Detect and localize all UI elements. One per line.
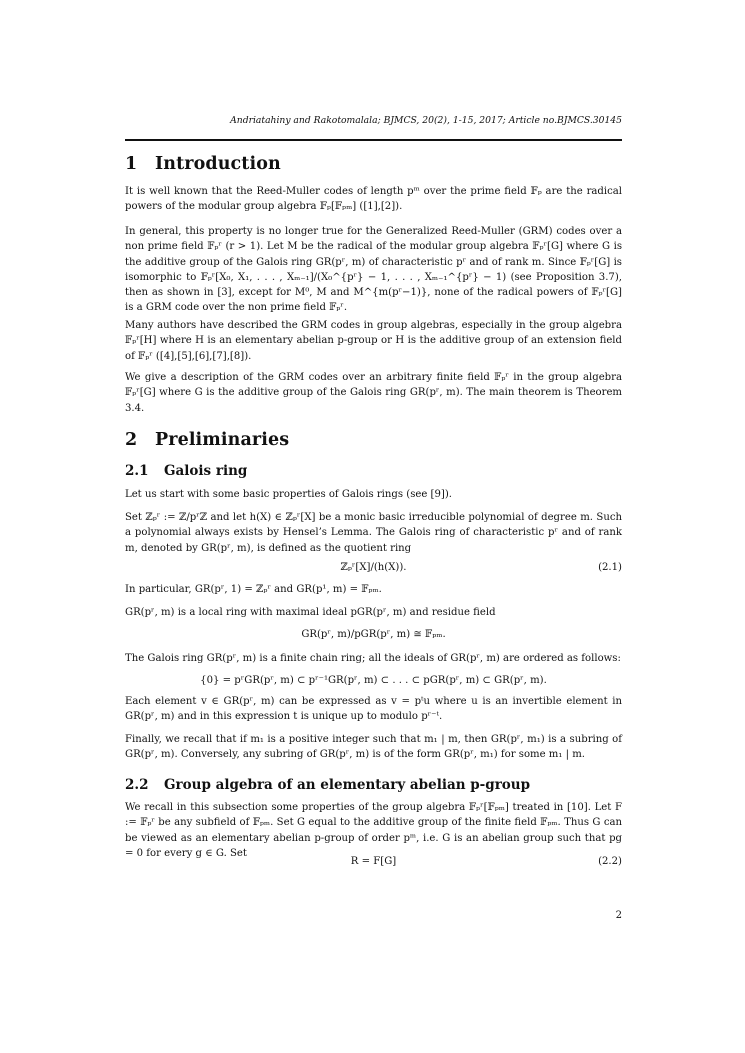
paragraph: The Galois ring GR(pʳ, m) is a finite chain ring; all the ideals of GR(pʳ, m) are ordered as follows: <box>125 653 621 664</box>
paragraph: In general, this property is no longer true for the Generalized Reed-Muller (GRM) codes over a non prime field 𝔽ₚʳ (r > 1). Let M be the radical of the modular group algebra 𝔽ₚʳ[G] where G is the additive group of the Galois ring GR(pʳ, m) of characteristic pʳ and of rank m. Since 𝔽ₚʳ[G] is isomorphic to 𝔽ₚʳ[X₀, X₁, . . . , Xₘ₋₁]/(X₀^{pʳ} − 1, . . . , Xₘ₋₁^{pʳ} − 1) (see Proposition 3.7), then as shown in [3], except for M⁰, M and M^{m(pʳ−1)}, none of the radical powers of 𝔽ₚʳ[G] is a GRM code over the non prime field 𝔽ₚʳ. <box>125 226 622 314</box>
section-title: Preliminaries <box>155 430 290 450</box>
paragraph: GR(pʳ, m) is a local ring with maximal ideal pGR(pʳ, m) and residue field <box>125 607 496 618</box>
section-number: 2 <box>125 430 138 450</box>
section-2-heading <box>125 430 289 450</box>
subsection-number: 2.2 <box>125 777 149 793</box>
subsection-number: 2.1 <box>125 463 149 479</box>
equation-2-1 <box>125 561 622 575</box>
section-title: Introduction <box>155 154 281 174</box>
equation-body: R = F[G] <box>350 856 397 867</box>
equation-body: ℤₚʳ[X]/(h(X)). <box>340 562 407 573</box>
header-rule <box>125 139 622 141</box>
page-number: 2 <box>615 910 622 921</box>
paragraph: In particular, GR(pʳ, 1) = ℤₚʳ and GR(p¹, m) = 𝔽ₚₘ. <box>125 584 382 595</box>
subsection-2-2-heading <box>125 777 530 793</box>
paragraph: Finally, we recall that if m₁ is a positive integer such that m₁ | m, then GR(pʳ, m₁) is a subring of GR(pʳ, m). Conversely, any subring of GR(pʳ, m) is of the form GR(pʳ, m₁) for some m₁ | m. <box>125 734 622 761</box>
subsection-title: Group algebra of an elementary abelian p-group <box>164 777 531 793</box>
equation: {0} = pʳGR(pʳ, m) ⊂ pʳ⁻¹GR(pʳ, m) ⊂ . . . ⊂ pGR(pʳ, m) ⊂ GR(pʳ, m). <box>200 675 547 686</box>
paragraph: Many authors have described the GRM codes in group algebras, especially in the group algebra 𝔽ₚʳ[H] where H is an elementary abelian p-group or H is the additive group of an extension field of 𝔽ₚʳ ([4],[5],[6],[7],[8]). <box>125 320 622 362</box>
equation-2-2 <box>125 855 622 869</box>
paragraph: We recall in this subsection some properties of the group algebra 𝔽ₚʳ[𝔽ₚₘ] treated in [10]. Let F := 𝔽ₚʳ be any subfield of 𝔽ₚₘ. Set G equal to the additive group of the finite field 𝔽ₚₘ. Thus G can be viewed as an elementary abelian p-group of order pᵐ, i.e. G is an abelian group such that pg = 0 for every g ∈ G. Set <box>125 802 622 859</box>
equation-number: (2.1) <box>598 562 622 573</box>
running-head: Andriatahiny and Rakotomalala; BJMCS, 20(2), 1-15, 2017; Article no.BJMCS.30145 <box>230 115 622 126</box>
paragraph: It is well known that the Reed-Muller codes of length pᵐ over the prime field 𝔽ₚ are the radical powers of the modular group algebra 𝔽ₚ[𝔽ₚₘ] ([1],[2]). <box>125 186 622 213</box>
paragraph: Set ℤₚʳ := ℤ/pʳℤ and let h(X) ∈ ℤₚʳ[X] be a monic basic irreducible polynomial of degree m. Such a polynomial always exists by Hensel’s Lemma. The Galois ring of characteristic pʳ and of rank m, denoted by GR(pʳ, m), is defined as the quotient ring <box>125 512 622 554</box>
section-number: 1 <box>125 154 138 174</box>
equation-number: (2.2) <box>598 856 622 867</box>
subsection-2-1-heading <box>125 463 247 479</box>
paragraph: Let us start with some basic properties of Galois rings (see [9]). <box>125 489 452 500</box>
equation: GR(pʳ, m)/pGR(pʳ, m) ≅ 𝔽ₚₘ. <box>301 629 446 640</box>
subsection-title: Galois ring <box>164 463 248 479</box>
paragraph: Each element v ∈ GR(pʳ, m) can be expressed as v = pᵗu where u is an invertible element in GR(pʳ, m) and in this expression t is unique up to modulo pʳ⁻ᵗ. <box>125 696 622 723</box>
section-1-heading <box>125 154 281 174</box>
paragraph: We give a description of the GRM codes over an arbitrary finite field 𝔽ₚʳ in the group algebra 𝔽ₚʳ[G] where G is the additive group of the Galois ring GR(pʳ, m). The main theorem is Theorem 3.4. <box>125 372 622 414</box>
